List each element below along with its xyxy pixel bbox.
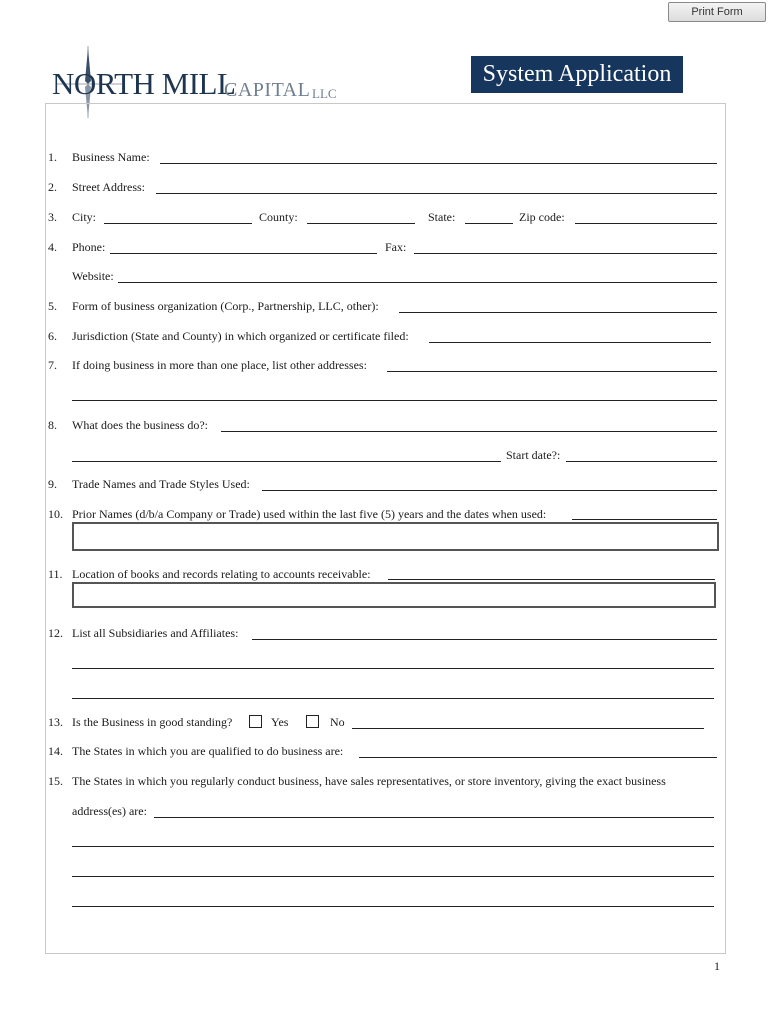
subsidiaries-input[interactable] — [252, 625, 717, 640]
subsidiaries-label: List all Subsidiaries and Affiliates: — [72, 626, 239, 640]
start-date-label: Start date?: — [506, 448, 561, 462]
zip-code-input[interactable] — [575, 209, 717, 224]
item-number: 4. — [48, 240, 57, 254]
website-input[interactable] — [118, 268, 717, 283]
conduct-states-label: The States in which you regularly conduct business, have sales representatives, or store inventory, giving the exact business — [72, 774, 666, 788]
zip-code-label: Zip code: — [519, 210, 565, 224]
street-address-input[interactable] — [156, 179, 717, 194]
form-of-business-input[interactable] — [399, 298, 717, 313]
conduct-states-input-line4[interactable] — [72, 892, 714, 907]
business-does-input-line2[interactable] — [72, 447, 501, 462]
jurisdiction-label: Jurisdiction (State and County) in which organized or certificate filed: — [72, 329, 409, 343]
qualified-states-input[interactable] — [359, 743, 717, 758]
books-location-input[interactable] — [72, 582, 716, 608]
item-number: 11. — [48, 567, 63, 581]
good-standing-yes-checkbox[interactable] — [249, 715, 262, 728]
books-location-underline — [388, 579, 715, 580]
conduct-states-label-line2: address(es) are: — [72, 804, 147, 818]
item-number: 2. — [48, 180, 57, 194]
conduct-states-input-line2[interactable] — [72, 832, 714, 847]
item-number: 8. — [48, 418, 57, 432]
trade-names-input[interactable] — [262, 476, 717, 491]
business-does-input[interactable] — [221, 417, 717, 432]
logo-north-mill: NORTH MILL — [52, 66, 236, 101]
qualified-states-label: The States in which you are qualified to do business are: — [72, 744, 344, 758]
county-input[interactable] — [307, 209, 415, 224]
phone-input[interactable] — [110, 239, 377, 254]
fax-input[interactable] — [414, 239, 717, 254]
other-addresses-label: If doing business in more than one place, list other addresses: — [72, 358, 367, 372]
state-label: State: — [428, 210, 456, 224]
business-name-input[interactable] — [160, 149, 717, 164]
good-standing-label: Is the Business in good standing? — [72, 715, 233, 729]
conduct-states-input[interactable] — [154, 803, 714, 818]
fax-label: Fax: — [385, 240, 407, 254]
item-number: 6. — [48, 329, 57, 343]
business-does-label: What does the business do?: — [72, 418, 208, 432]
page-title: System Application — [471, 56, 683, 93]
item-number: 15. — [48, 774, 63, 788]
page-number: 1 — [714, 959, 720, 973]
logo-llc: LLC — [312, 86, 337, 101]
prior-names-underline — [572, 519, 717, 520]
website-label: Website: — [72, 269, 114, 283]
item-number: 7. — [48, 358, 57, 372]
item-number: 14. — [48, 744, 63, 758]
phone-label: Phone: — [72, 240, 106, 254]
prior-names-input[interactable] — [72, 522, 719, 551]
city-label: City: — [72, 210, 97, 224]
item-number: 13. — [48, 715, 63, 729]
good-standing-no-checkbox[interactable] — [306, 715, 319, 728]
state-input[interactable] — [465, 209, 513, 224]
conduct-states-input-line3[interactable] — [72, 862, 714, 877]
jurisdiction-input[interactable] — [429, 328, 711, 343]
other-addresses-input[interactable] — [387, 357, 717, 372]
logo-capital: CAPITAL — [224, 79, 311, 101]
other-addresses-input-line2[interactable] — [72, 386, 717, 401]
item-number: 5. — [48, 299, 57, 313]
books-location-label: Location of books and records relating to accounts receivable: — [72, 567, 371, 581]
form-of-business-label: Form of business organization (Corp., Partnership, LLC, other): — [72, 299, 379, 313]
start-date-input[interactable] — [566, 447, 717, 462]
trade-names-label: Trade Names and Trade Styles Used: — [72, 477, 250, 491]
subsidiaries-input-line2[interactable] — [72, 654, 714, 669]
item-number: 9. — [48, 477, 57, 491]
print-form-button[interactable]: Print Form — [668, 2, 766, 22]
item-number: 1. — [48, 150, 57, 164]
item-number: 12. — [48, 626, 63, 640]
good-standing-input[interactable] — [352, 714, 704, 729]
item-number: 3. — [48, 210, 57, 224]
item-number: 10. — [48, 507, 63, 521]
good-standing-no-label: No — [330, 715, 345, 729]
city-input[interactable] — [104, 209, 252, 224]
business-name-label: Business Name: — [72, 150, 150, 164]
county-label: County: — [259, 210, 298, 224]
good-standing-yes-label: Yes — [271, 715, 289, 729]
prior-names-label: Prior Names (d/b/a Company or Trade) used within the last five (5) years and the dates when used: — [72, 507, 547, 521]
subsidiaries-input-line3[interactable] — [72, 684, 714, 699]
street-address-label: Street Address: — [72, 180, 145, 194]
